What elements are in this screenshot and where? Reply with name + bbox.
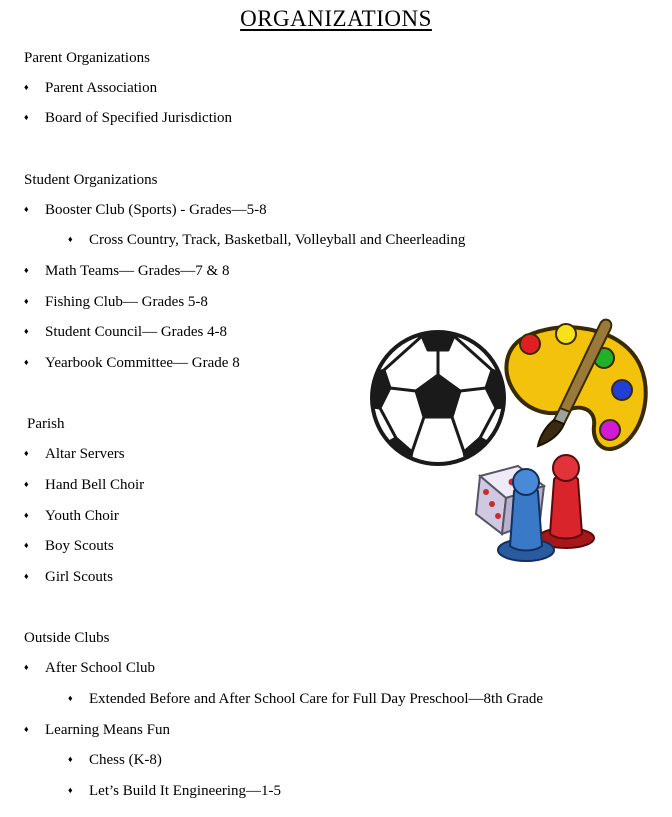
list-item-label: Cross Country, Track, Basketball, Volleyball and Cheerleading (89, 232, 466, 248)
list-item (68, 691, 543, 708)
diamond-bullet-icon: ♦ (24, 296, 29, 306)
soccer-ball-icon (368, 328, 508, 468)
list-item-label: Youth Choir (45, 508, 119, 524)
game-pieces-icon (494, 452, 598, 564)
list-item (24, 355, 240, 372)
list-item (24, 294, 208, 311)
diamond-bullet-icon: ♦ (24, 662, 29, 672)
list-item-label: Learning Means Fun (45, 722, 170, 738)
diamond-bullet-icon: ♦ (24, 326, 29, 336)
section-heading-parent-organizations: Parent Organizations (24, 50, 150, 66)
list-item (24, 477, 144, 494)
list-item-label: Yearbook Committee— Grade 8 (45, 355, 240, 371)
list-item (24, 110, 232, 127)
diamond-bullet-icon: ♦ (24, 479, 29, 489)
section-heading-student-organizations: Student Organizations (24, 172, 158, 188)
list-item-label: Math Teams— Grades—7 & 8 (45, 263, 230, 279)
list-item (24, 446, 125, 463)
list-item-label: Chess (K-8) (89, 752, 162, 768)
list-item-label: Parent Association (45, 80, 158, 96)
list-item (24, 80, 157, 97)
diamond-bullet-icon: ♦ (24, 448, 29, 458)
section-heading-outside-clubs: Outside Clubs (24, 630, 110, 646)
list-item-label: Extended Before and After School Care for Full Day Preschool—8th Grade (89, 691, 544, 707)
list-item-label: After School Club (45, 660, 155, 676)
diamond-bullet-icon: ♦ (24, 265, 29, 275)
paintbrush-icon (530, 316, 620, 452)
list-item (24, 538, 114, 555)
list-item-label: Altar Servers (45, 446, 125, 462)
diamond-bullet-icon: ♦ (24, 540, 29, 550)
diamond-bullet-icon: ♦ (24, 357, 29, 367)
page-title: ORGANIZATIONS (240, 6, 432, 31)
list-item (24, 263, 229, 280)
diamond-bullet-icon: ♦ (24, 204, 29, 214)
diamond-bullet-icon: ♦ (68, 754, 73, 764)
list-item (24, 569, 113, 586)
list-item-label: Booster Club (Sports) - Grades—5-8 (45, 202, 267, 218)
list-item (24, 202, 267, 219)
list-item-label: Student Council— Grades 4-8 (45, 324, 228, 340)
list-item (24, 508, 119, 525)
list-item (24, 722, 170, 739)
list-item (68, 783, 281, 800)
list-item-label: Fishing Club— Grades 5-8 (45, 294, 208, 310)
list-item-label: Boy Scouts (45, 538, 114, 554)
list-item-label: Board of Specified Jurisdiction (45, 110, 233, 126)
diamond-bullet-icon: ♦ (68, 785, 73, 795)
list-item-label: Let’s Build It Engineering—1-5 (89, 783, 282, 799)
section-heading-parish: Parish (27, 416, 65, 432)
diamond-bullet-icon: ♦ (24, 510, 29, 520)
list-item-label: Girl Scouts (45, 569, 113, 585)
diamond-bullet-icon: ♦ (68, 234, 73, 244)
list-item-label: Hand Bell Choir (45, 477, 145, 493)
list-item (68, 752, 162, 769)
list-item (24, 324, 227, 341)
list-item (68, 232, 465, 249)
list-item (24, 660, 155, 677)
diamond-bullet-icon: ♦ (24, 112, 29, 122)
diamond-bullet-icon: ♦ (24, 724, 29, 734)
diamond-bullet-icon: ♦ (24, 571, 29, 581)
diamond-bullet-icon: ♦ (24, 82, 29, 92)
diamond-bullet-icon: ♦ (68, 693, 73, 703)
